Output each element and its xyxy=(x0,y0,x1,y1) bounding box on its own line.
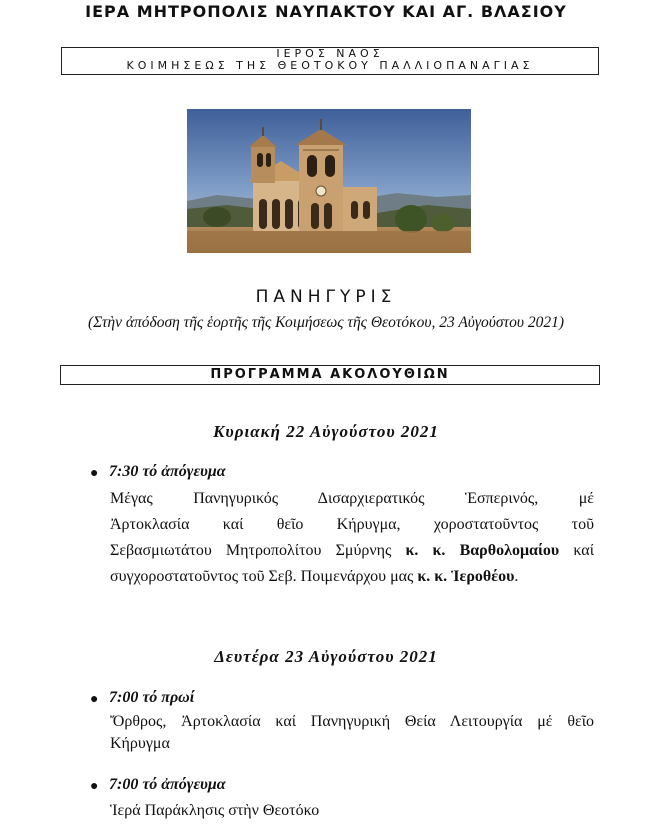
day-heading-2: Δευτέρα 23 Αὐγούστου 2021 xyxy=(214,647,438,666)
desc-line xyxy=(110,564,594,590)
service-time: 7:30 τό ἀπόγευμα xyxy=(109,463,226,480)
bishop-name: κ. κ. Ἱεροθέου xyxy=(417,568,515,585)
event-title: ΠΑΝΗΓΥΡΙΣ xyxy=(255,287,397,307)
event-subtitle: (Στὴν ἀπόδοση τῆς ἑορτῆς τῆς Κοιμήσεως τῆς Θεοτόκου, 23 Αὐγούστου 2021) xyxy=(88,314,564,331)
desc-line xyxy=(110,538,594,564)
bullet-icon: ● xyxy=(90,692,99,707)
service-description xyxy=(110,711,594,755)
church-photo xyxy=(187,109,471,253)
service-time: 7:00 τό ἀπόγευμα xyxy=(109,776,226,793)
service-description xyxy=(110,486,594,590)
program-heading: ΠΡΟΓΡΑΜΜΑ ΑΚΟΛΟΥΘΙΩΝ xyxy=(60,365,600,385)
desc-line: Ὄρθρος, Ἀρτοκλασία καί Πανηγυρική Θεία Λειτουργία μέ θεῖο xyxy=(110,713,594,730)
service-time: 7:00 τό πρωί xyxy=(109,689,195,706)
desc-line: Ἱερά Παράκλησις στὴν Θεοτόκο xyxy=(110,802,320,819)
desc-text: καί xyxy=(559,542,594,559)
desc-text: . xyxy=(514,568,519,585)
desc-line: Κήρυγμα xyxy=(110,735,170,752)
temple-name-box xyxy=(61,47,599,75)
service-description xyxy=(110,800,594,822)
desc-line: Μέγας Πανηγυρικός Δισαρχιερατικός Ἑσπερινός, μέ xyxy=(110,490,594,507)
bishop-name: κ. κ. Βαρθολομαίου xyxy=(405,542,560,559)
temple-line-2: ΚΟΙΜΗΣΕΩΣ ΤΗΣ ΘΕΟΤΟΚΟΥ ΠΑΛΛΙΟΠΑΝΑΓΙΑΣ xyxy=(126,59,534,72)
desc-text: συγχοροστατοῦντος τοῦ Σεβ. Ποιμενάρχου μας xyxy=(110,568,418,585)
desc-text: Σεβασμιωτάτου Μητροπολίτου Σμύρνης xyxy=(110,542,406,559)
desc-line: Ἀρτοκλασία καί θεῖο Κήρυγμα, χοροστατοῦντος τοῦ xyxy=(110,516,594,533)
bullet-icon: ● xyxy=(90,779,99,794)
metropolis-title: ΙΕΡΑ ΜΗΤΡΟΠΟΛΙΣ ΝΑΥΠΑΚΤΟΥ ΚΑΙ ΑΓ. ΒΛΑΣΙΟΥ xyxy=(85,2,567,21)
bullet-icon: ● xyxy=(90,466,99,481)
day-heading-1: Κυριακή 22 Αὐγούστου 2021 xyxy=(213,422,439,441)
temple-line-1: ΙΕΡΟΣ ΝΑΟΣ xyxy=(276,47,384,60)
